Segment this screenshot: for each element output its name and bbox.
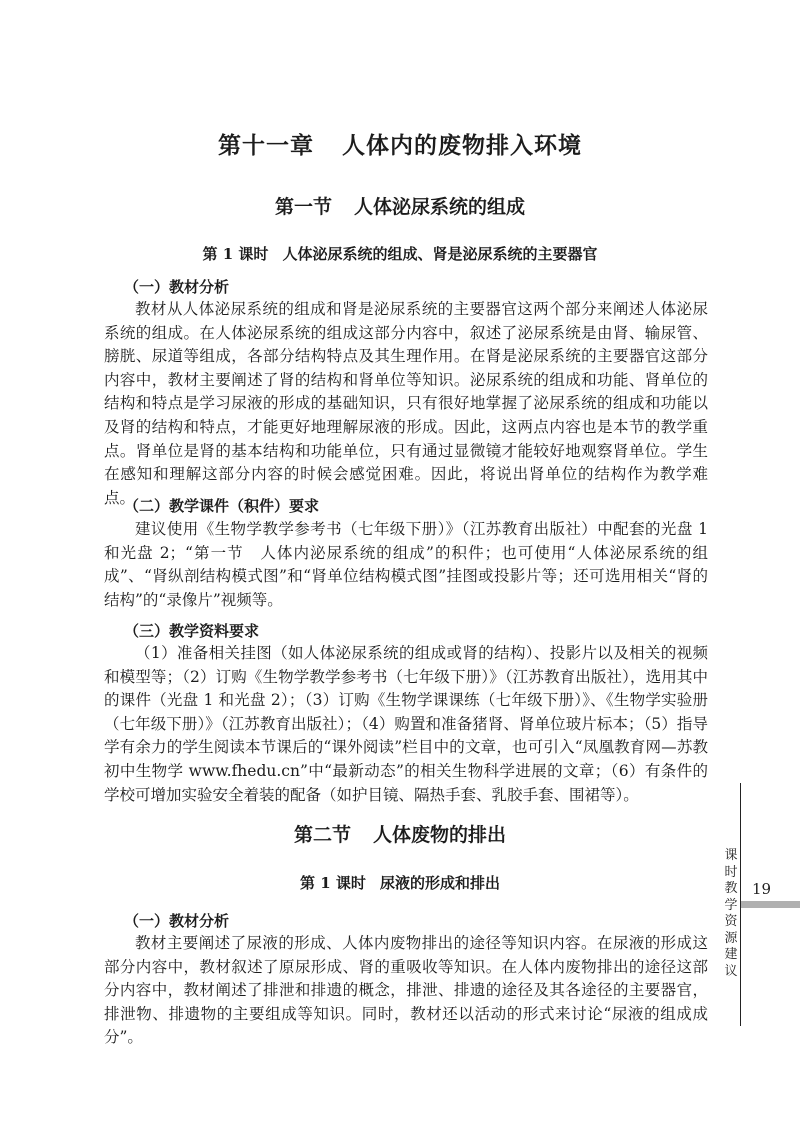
page-number-bar xyxy=(741,901,800,908)
s1-part1-heading: （一）教材分析 xyxy=(124,278,230,296)
section-2-title xyxy=(0,820,800,847)
section-2-number: 第二节 xyxy=(293,824,351,846)
lesson-1-title xyxy=(0,243,800,264)
s1-part2-heading: （二）教学课件（积件）要求 xyxy=(124,497,320,515)
lesson-2-name: 尿液的形成和排出 xyxy=(379,874,500,892)
chapter-number: 第十一章 xyxy=(218,132,314,159)
lesson-1-name: 人体泌尿系统的组成、肾是泌尿系统的主要器官 xyxy=(282,245,598,263)
lesson-2-number: 第 1 课时 xyxy=(300,874,366,892)
s2-part1-heading: （一）教材分析 xyxy=(124,912,230,930)
s1-part3-heading: （三）教学资料要求 xyxy=(124,622,260,640)
page-number: 19 xyxy=(752,880,772,898)
lesson-2-title xyxy=(0,872,800,893)
s2-part1-text: 教材主要阐述了尿液的形成、人体内废物排出的途径等知识内容。在尿液的形成这部分内容中，教材叙述了原尿形成、肾的重吸收等知识。在人体内废物排出的途径这部分内容中，教材阐述了排泄和排遗的概念，排泄、排遗的途径及其各途径的主要器官，排泄物、排遗物的主要组成等知识。同时，教材还以活动的形式来讨论“尿液的组成成分”。 xyxy=(104,934,708,1047)
s1-part2-text: 建议使用《生物学教学参考书（七年级下册）》（江苏教育出版社）中配套的光盘 1 和光盘 2；“第一节 人体内泌尿系统的组成”的积件；也可使用“人体泌尿系统的组成”、“肾纵剖结构模式图”和“肾单位结构模式图”挂图或投影片等；还可选用相关“肾的结构”的“录像片”视频等。 xyxy=(104,520,708,609)
chapter-name: 人体内的废物排入环境 xyxy=(342,132,582,159)
lesson-1-number: 第 1 课时 xyxy=(202,245,269,263)
section-1-title xyxy=(0,192,800,219)
section-2-name: 人体废物的排出 xyxy=(373,824,507,846)
s1-part1-text: 教材从人体泌尿系统的组成和肾是泌尿系统的主要器官这两个部分来阐述人体泌尿系统的组成。在人体泌尿系统的组成这部分内容中，叙述了泌尿系统是由肾、输尿管、膀胱、尿道等组成，各部分结构特点及其生理作用。在肾是泌尿系统的主要器官这部分内容中，教材主要阐述了肾的结构和肾单位等知识。泌尿系统的组成和功能、肾单位的结构和特点是学习尿液的形成的基础知识，只有很好地掌握了泌尿系统的组成和功能以及肾的结构和特点，才能更好地理解尿液的形成。因此，这两点内容也是本节的教学重点。肾单位是肾的基本结构和功能单位，只有通过显微镜才能较好地观察肾单位。学生在感知和理解这部分内容的时候会感觉困难。因此，将说出肾单位的结构作为教学难点。 xyxy=(104,300,708,507)
section-1-number: 第一节 xyxy=(274,196,332,218)
section-1-name: 人体泌尿系统的组成 xyxy=(354,196,526,218)
s1-part3-text: （1）准备相关挂图（如人体泌尿系统的组成或肾的结构）、投影片以及相关的视频和模型等；（2）订购《生物学教学参考书（七年级下册）》（江苏教育出版社），选用其中的课件（光盘 1 和光盘 2）；（3）订购《生物学课课练（七年级下册）》、《生物学实验册（七年级下册）》（江苏教育出版社）；（4）购置和准备猪肾、肾单位玻片标本；（5）指导学有余力的学生阅读本节课后的“课外阅读”栏目中的文章，也可引入“凤凰教育网—苏教初中生物学 www.fhedu.cn”中“最新动态”的相关生物科学进展的文章；（6）有条件的学校可增加实验安全着装的配备（如护目镜、隔热手套、乳胶手套、围裙等）。 xyxy=(104,644,708,804)
chapter-title xyxy=(0,127,800,160)
margin-section-label: 课时教学资源建议 xyxy=(724,848,738,979)
